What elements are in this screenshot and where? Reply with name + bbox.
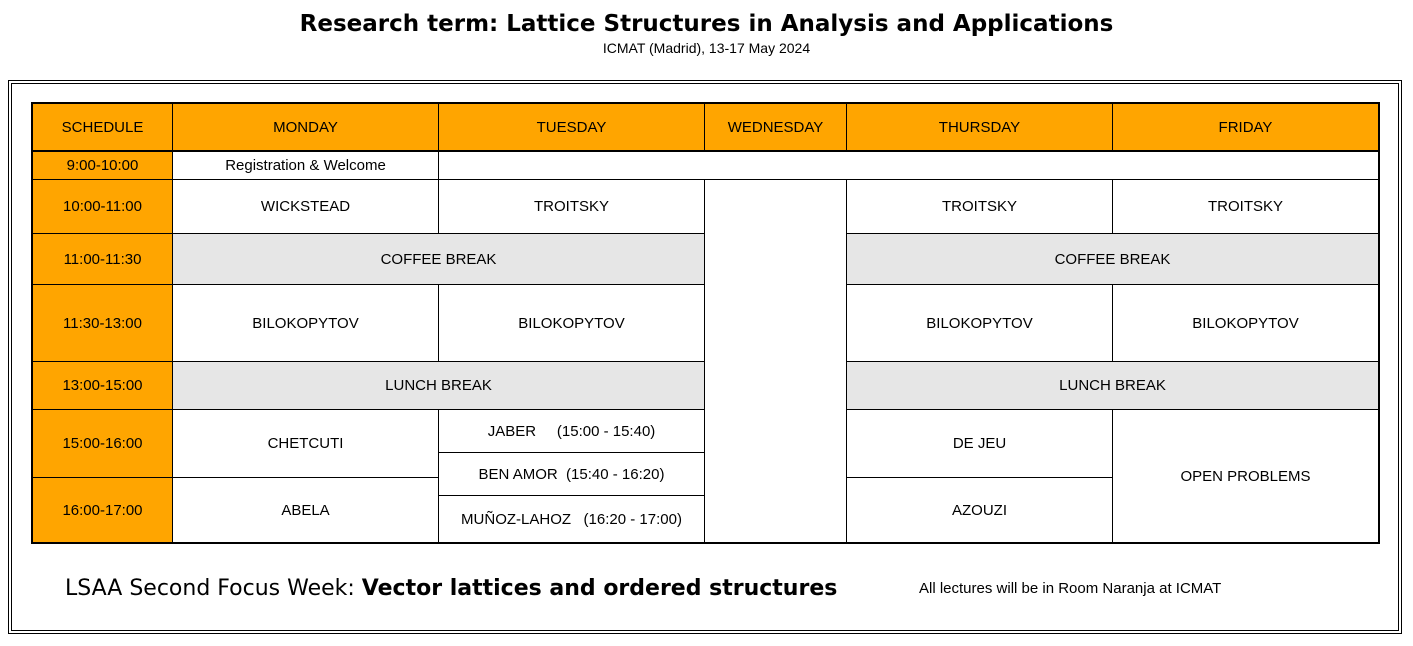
header-wednesday: WEDNESDAY — [705, 104, 847, 152]
cell-tuesday-ben-amor: BEN AMOR (15:40 - 16:20) — [439, 453, 705, 496]
cell-tuesday-jaber: JABER (15:00 - 15:40) — [439, 410, 705, 453]
page-title: Research term: Lattice Structures in Analysis and Applications — [299, 11, 1114, 36]
cell-friday-bilokopytov: BILOKOPYTOV — [1113, 285, 1378, 362]
room-note: All lectures will be in Room Naranja at ICMAT — [919, 580, 1222, 597]
cell-monday-chetcuti: CHETCUTI — [173, 410, 439, 478]
cell-empty-0900 — [439, 152, 1378, 180]
cell-thursday-de-jeu: DE JEU — [847, 410, 1113, 478]
cell-monday-registration: Registration & Welcome — [173, 152, 439, 180]
time-1300: 13:00-15:00 — [33, 362, 173, 410]
focus-week-title: Vector lattices and ordered structures — [361, 576, 838, 601]
cell-monday-wickstead: WICKSTEAD — [173, 180, 439, 234]
cell-tuesday-troitsky: TROITSKY — [439, 180, 705, 234]
focus-week-prefix: LSAA Second Focus Week: — [65, 576, 362, 601]
schedule-table — [31, 102, 1380, 544]
cell-friday-open-problems: OPEN PROBLEMS — [1180, 467, 1311, 485]
cell-wednesday-free — [705, 180, 847, 542]
time-1600: 16:00-17:00 — [33, 478, 173, 542]
page-subtitle: ICMAT (Madrid), 13-17 May 2024 — [602, 40, 811, 56]
time-0900: 9:00-10:00 — [33, 152, 173, 180]
cell-friday-troitsky: TROITSKY — [1113, 180, 1378, 234]
header-friday: FRIDAY — [1113, 104, 1378, 152]
focus-week-line — [65, 576, 837, 601]
cell-thursday-troitsky: TROITSKY — [847, 180, 1113, 234]
cell-coffee-break-thu-fri: COFFEE BREAK — [847, 234, 1378, 285]
header-tuesday: TUESDAY — [439, 104, 705, 152]
cell-tuesday-bilokopytov: BILOKOPYTOV — [439, 285, 705, 362]
cell-monday-bilokopytov: BILOKOPYTOV — [173, 285, 439, 362]
cell-thursday-azouzi: AZOUZI — [847, 478, 1113, 542]
time-1000: 10:00-11:00 — [33, 180, 173, 234]
cell-thursday-bilokopytov: BILOKOPYTOV — [847, 285, 1113, 362]
cell-coffee-break-mon-tue: COFFEE BREAK — [173, 234, 705, 285]
header-schedule: SCHEDULE — [33, 104, 173, 152]
cell-lunch-break-mon-tue: LUNCH BREAK — [173, 362, 705, 410]
time-1500: 15:00-16:00 — [33, 410, 173, 478]
cell-lunch-break-thu-fri: LUNCH BREAK — [847, 362, 1378, 410]
header-thursday: THURSDAY — [847, 104, 1113, 152]
cell-monday-abela: ABELA — [173, 478, 439, 542]
cell-tuesday-munoz-lahoz: MUÑOZ-LAHOZ (16:20 - 17:00) — [439, 496, 705, 542]
time-1130: 11:30-13:00 — [33, 285, 173, 362]
header-monday: MONDAY — [173, 104, 439, 152]
time-1100: 11:00-11:30 — [33, 234, 173, 285]
